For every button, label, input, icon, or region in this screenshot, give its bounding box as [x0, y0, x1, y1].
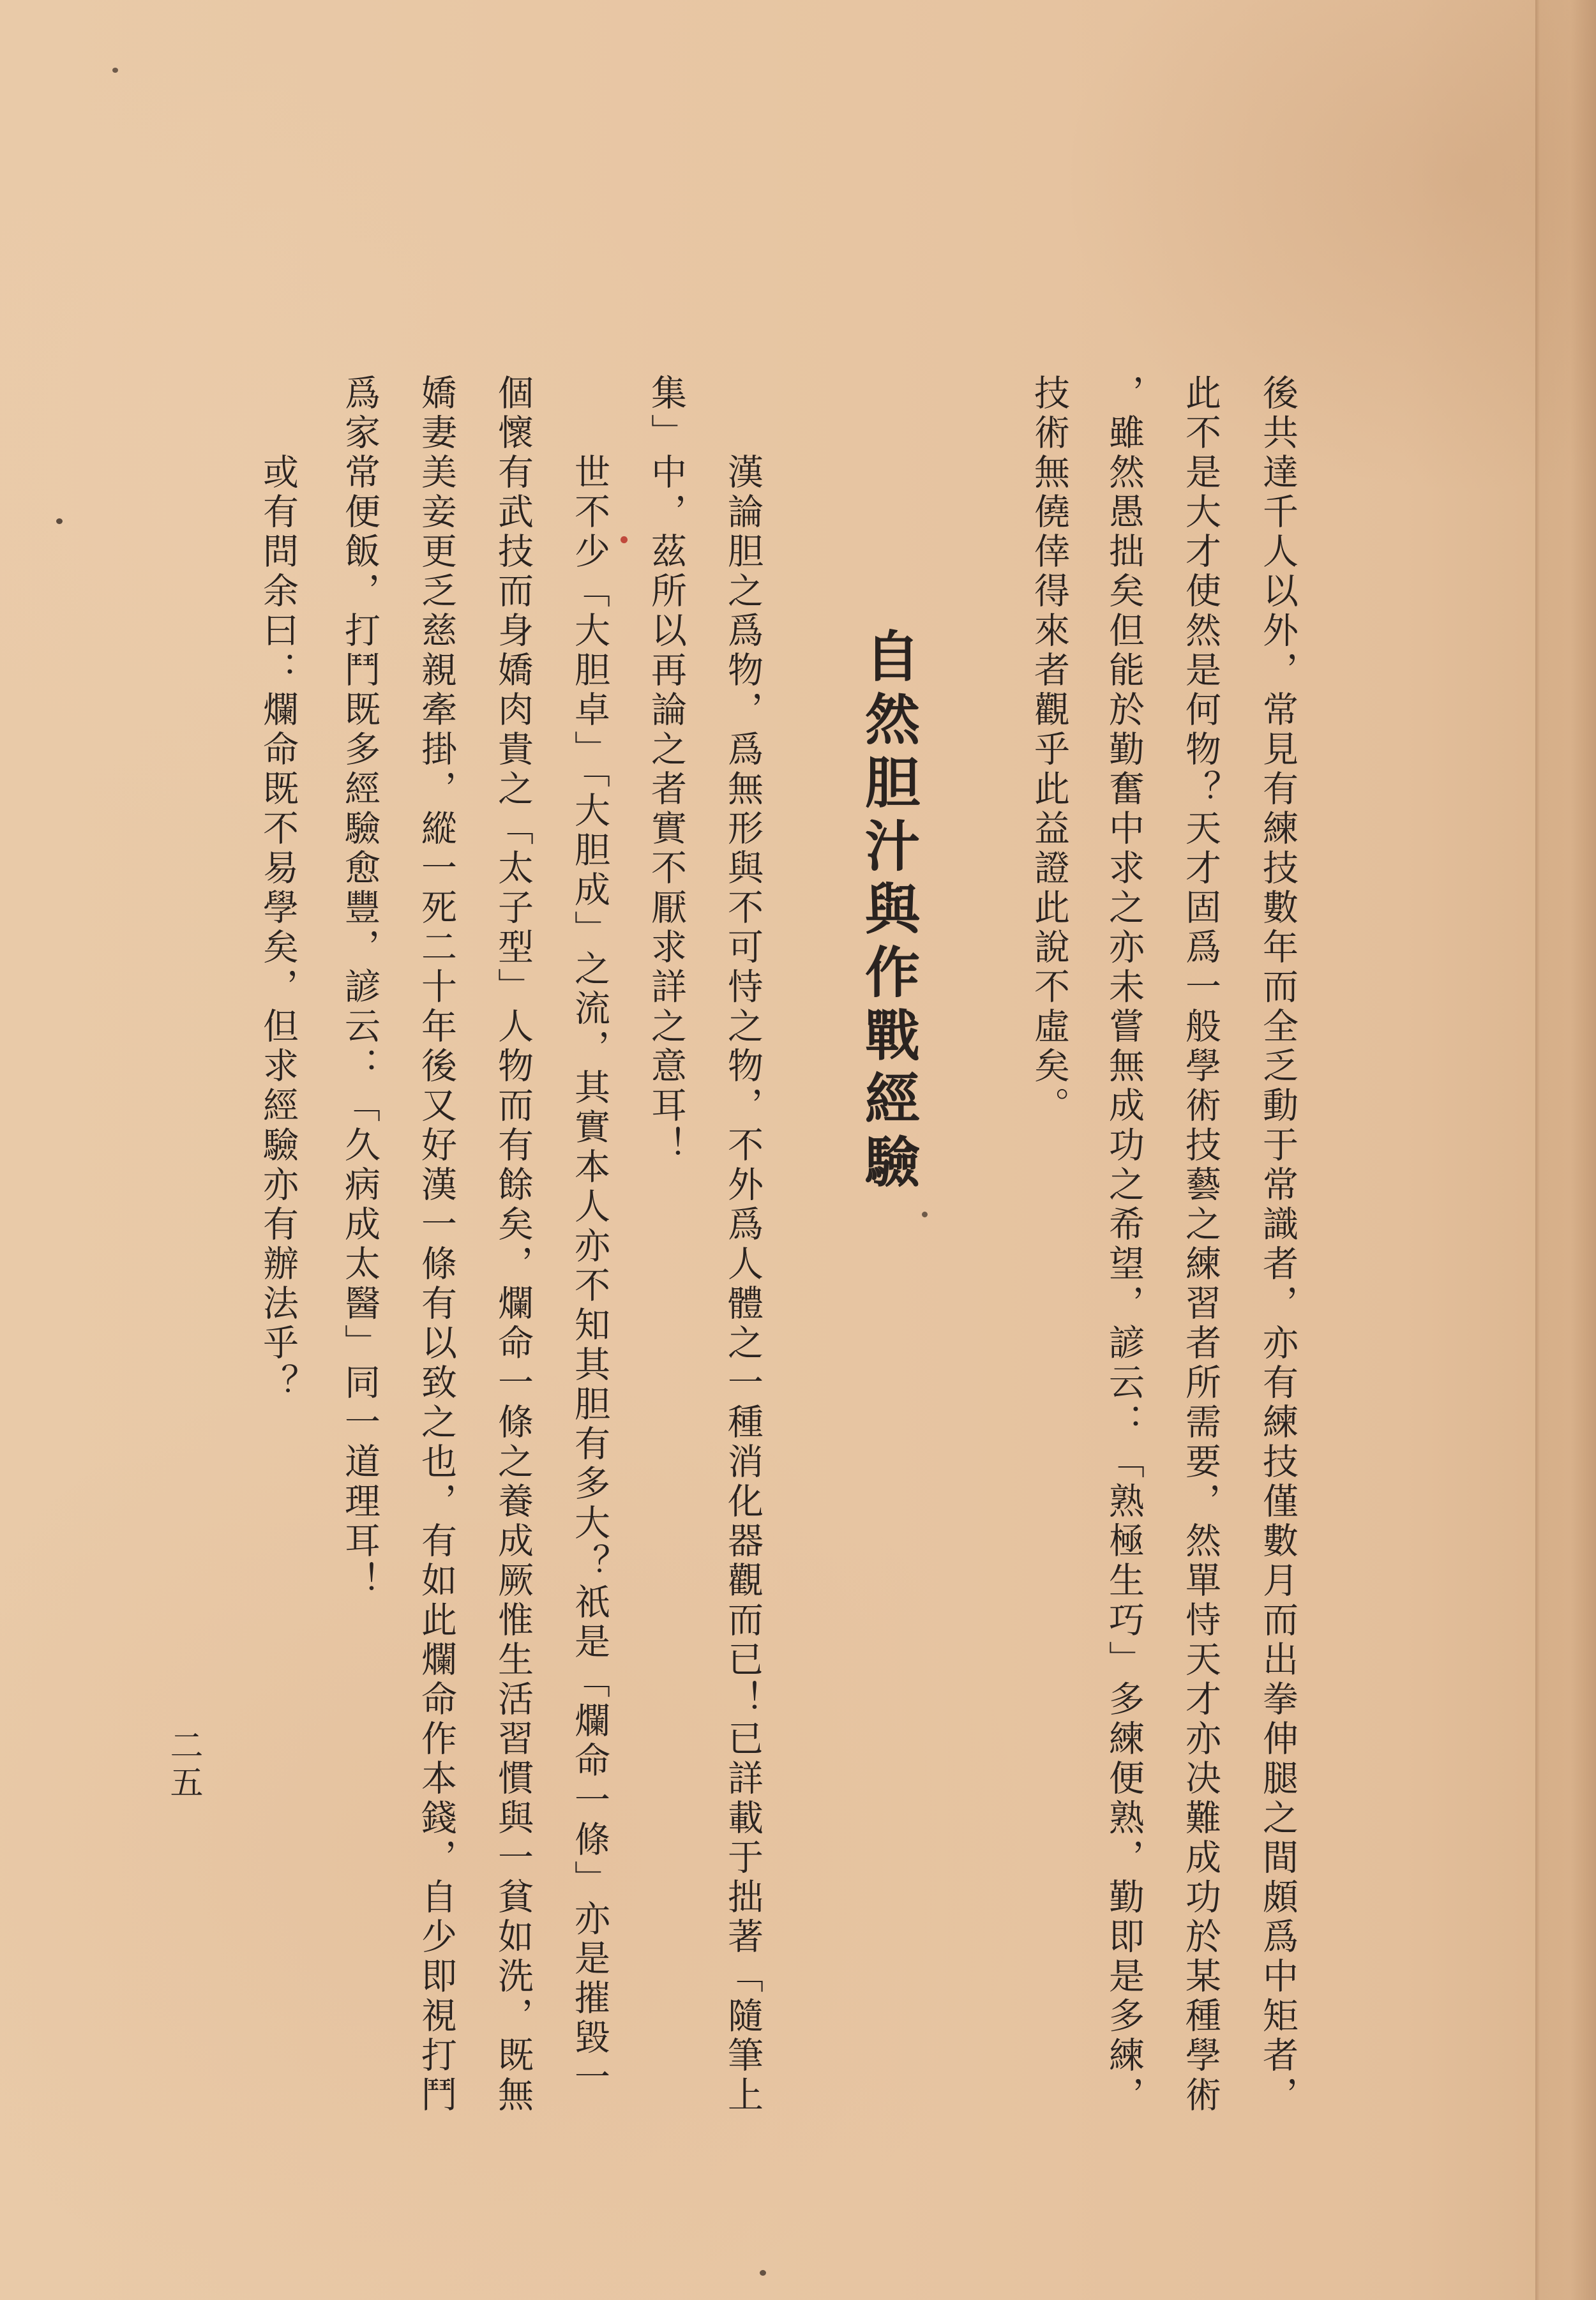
text-column: 個懷有武技而身嬌肉貴之「太子型」人物而有餘矣，爛命一條之養成厥惟生活習慣與一貧如洗，既無: [492, 374, 534, 2116]
ink-speck: [922, 1212, 928, 1217]
text-column: 嬌妻美妾更乏慈親牽掛，縱一死二十年後又好漢一條有以致之也，有如此爛命作本錢，自少即視打鬥: [416, 374, 457, 2116]
text-column: 此不是大才使然是何物？天才固爲一般學術技藝之練習者所需要，然單恃天才亦决難成功於某種學術: [1180, 374, 1221, 2116]
text-column: 後共達千人以外，常見有練技數年而全乏動于常識者，亦有練技僅數月而出拳伸腿之間頗爲中矩者，: [1257, 374, 1299, 2116]
text-column: ，雖然愚拙矣但能於勤奮中求之亦未嘗無成功之希望，諺云：「熟極生巧」多練便熟，勤即是多練，: [1103, 374, 1145, 2116]
text-column: 技術無僥倖得來者觀乎此益證此說不虛矣。: [1028, 374, 1070, 1126]
text-column: 或有問余曰：爛命既不易學矣，但求經驗亦有辦法乎？: [257, 453, 299, 1403]
page-number: 二五: [164, 1728, 202, 1802]
ink-speck: [112, 68, 118, 73]
text-column: 爲家常便飯，打鬥既多經驗愈豐，諺云：「久病成太醫」同一道理耳！: [339, 374, 380, 1601]
section-heading: 自然胆汁與作戰經驗: [855, 628, 920, 1196]
text-column: 漢論胆之爲物，爲無形與不可恃之物，不外爲人體之一種消化器觀而已！已詳載于拙著「隨筆上: [722, 453, 764, 2116]
ink-speck: [56, 518, 63, 524]
ink-speck: [760, 2270, 766, 2276]
text-column: 世不少「大胆卓」「大胆成」之流，其實本人亦不知其胆有多大？祇是「爛命一條」亦是摧毀一: [569, 453, 610, 2098]
page-gutter-shadow: [1535, 0, 1596, 2300]
text-column: 集」中，茲所以再論之者實不厭求詳之意耳！: [645, 374, 687, 1166]
red-ink-mark: [621, 536, 628, 543]
